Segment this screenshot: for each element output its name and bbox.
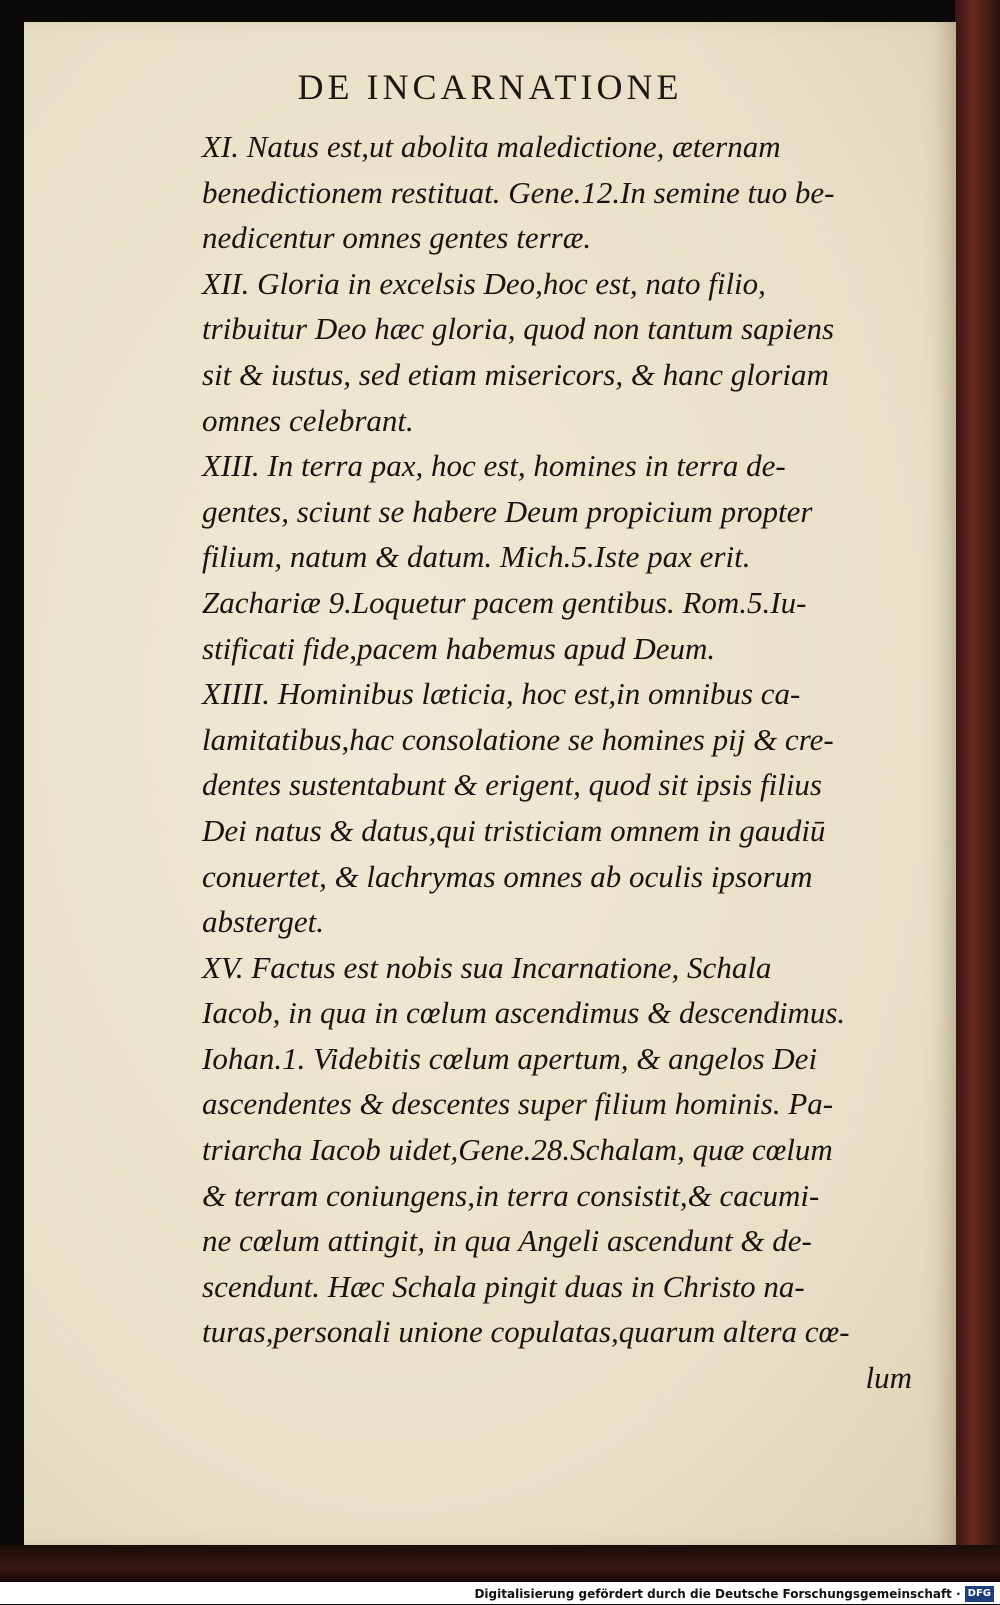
book-page	[24, 22, 956, 1546]
text-line: & terram coniungens,in terra consistit,& cacumi-	[202, 1177, 820, 1213]
text-line: XV. Factus est nobis sua Incarnatione, Schala	[202, 949, 772, 985]
text-line: benedictionem restituat. Gene.12.In semine tuo be-	[202, 174, 835, 210]
text-line: tribuitur Deo hæc gloria, quod non tantum sapiens	[202, 311, 835, 347]
text-line: XIII. In terra pax, hoc est, homines in terra de-	[202, 448, 786, 484]
text-line: sit & iustus, sed etiam misericors, & hanc gloriam	[202, 356, 829, 392]
text-line: filium, natum & datum. Mich.5.Iste pax erit.	[202, 539, 751, 575]
dfg-logo-icon: DFG	[965, 1586, 994, 1602]
text-line: nedicentur omnes gentes terræ.	[202, 220, 592, 256]
text-line: Iohan.1. Videbitis cœlum apertum, & angelos Dei	[202, 1040, 818, 1076]
text-line: turas,personali unione copulatas,quarum altera cœ-	[202, 1314, 850, 1350]
running-head: DE INCARNATIONE	[297, 67, 683, 107]
text-line: triarcha Iacob uidet,Gene.28.Schalam, quæ cœlum	[202, 1132, 833, 1168]
text-line: XI. Natus est,ut abolita maledictione, æternam	[202, 129, 781, 164]
text-line: Dei natus & datus,qui tristiciam omnem in gaudiū	[202, 812, 826, 848]
catchword: lum	[865, 1360, 912, 1396]
footer-credit: Digitalisierung gefördert durch die Deutsche Forschungsgemeinschaft ·	[474, 1586, 961, 1601]
text-line: gentes, sciunt se habere Deum propicium propter	[202, 493, 813, 529]
text-line: dentes sustentabunt & erigent, quod sit ipsis filius	[202, 767, 822, 803]
book-cover-top	[0, 0, 1000, 22]
digitization-footer	[0, 1582, 1000, 1604]
text-line: XIIII. Hominibus læticia, hoc est,in omnibus ca-	[202, 676, 801, 712]
text-line: ascendentes & descentes super filium hominis. Pa-	[202, 1086, 834, 1122]
book-cover-edge	[955, 0, 1000, 1580]
text-line: absterget.	[202, 904, 324, 940]
text-line: lamitatibus,hac consolatione se homines pij & cre-	[202, 721, 834, 757]
body-text	[202, 124, 932, 1401]
text-line: ne cœlum attingit, in qua Angeli ascendunt & de-	[202, 1223, 812, 1259]
text-line: scendunt. Hæc Schala pingit duas in Christo na-	[202, 1268, 805, 1304]
text-line: Iacob, in qua in cœlum ascendimus & descendimus.	[202, 995, 846, 1031]
text-line: stificati fide,pacem habemus apud Deum.	[202, 630, 716, 666]
text-line: XII. Gloria in excelsis Deo,hoc est, nato filio,	[202, 265, 766, 301]
text-line: Zachariæ 9.Loquetur pacem gentibus. Rom.5.Iu-	[202, 584, 807, 620]
book-cover-bottom	[0, 1545, 1000, 1582]
text-line: omnes celebrant.	[202, 402, 414, 438]
text-line: conuertet, & lachrymas omnes ab oculis ipsorum	[202, 858, 813, 894]
